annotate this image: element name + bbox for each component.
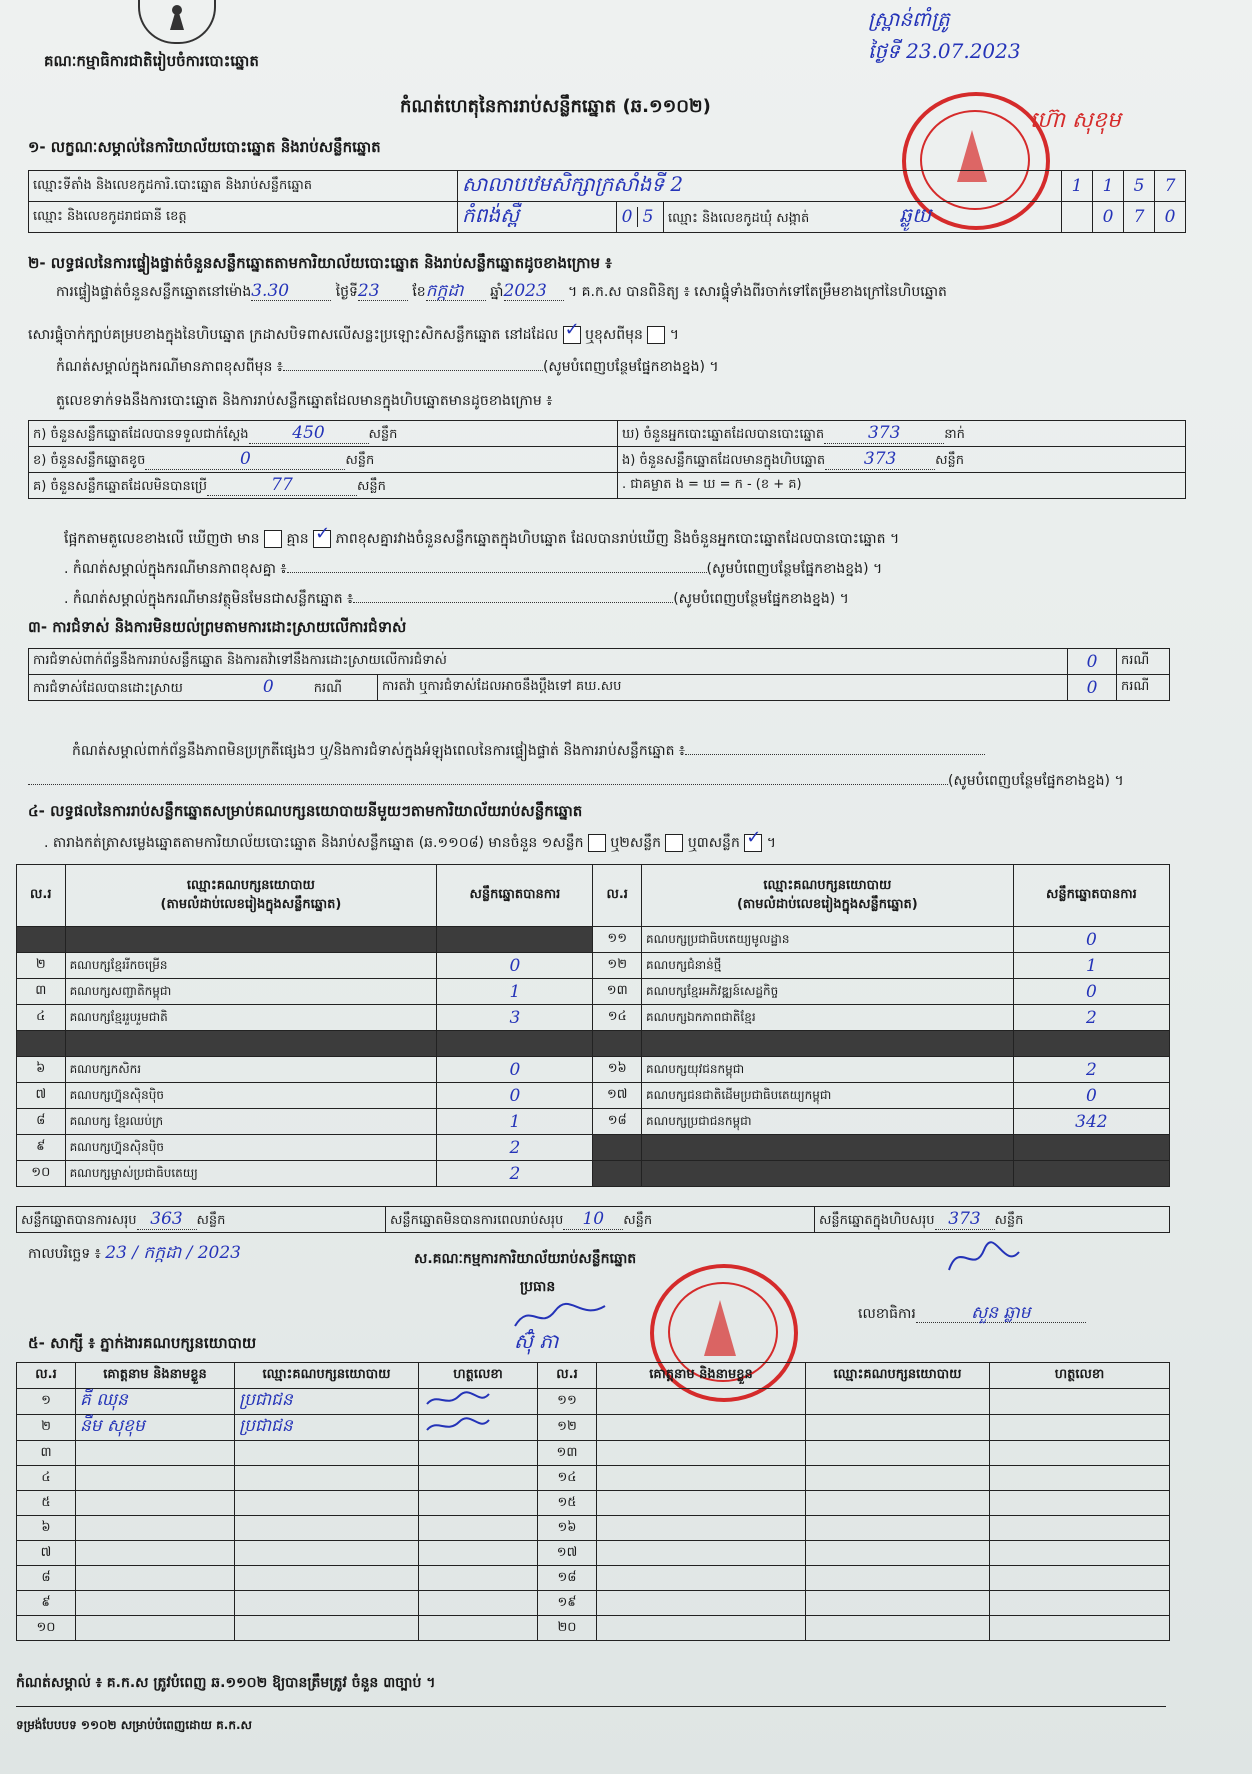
witness-number: ៨ [17, 1566, 76, 1591]
three-sheet-checkbox[interactable] [744, 834, 762, 852]
figures-intro: តួលេខទាក់ទងនឹងការបោះឆ្នោត និងការរាប់សន្លឹកឆ្នោតដែលមានក្នុងហិបឆ្នោតមានដូចខាងក្រោម ៖ [56, 393, 553, 409]
witness-col-no-right: ល.រ [538, 1363, 597, 1389]
difference-note-line: កំណត់សម្គាល់ក្នុងករណីមានភាពខុសពីមុន ៖ (សូមបំពេញបន្ថែមផ្នែកខាងខ្នង) ។ [56, 359, 719, 375]
received-ballots-row: ក) ចំនួនសន្លឹកឆ្នោតដែលបានទទួលជាក់ស្តែង 450 សន្លឹក [29, 421, 618, 447]
location-code-1: 1 [1062, 171, 1093, 202]
witness-party-right [806, 1566, 990, 1591]
witness-signature[interactable] [419, 1541, 538, 1566]
objections-table [28, 648, 1170, 701]
irregularities-note-cont: (សូមបំពេញបន្ថែមផ្នែកខាងខ្នង) ។ [28, 772, 1124, 790]
footer-note: កំណត់សម្គាល់ ៖ គ.ក.ស ត្រូវបំពេញ ឆ.១១០២ ឱ្យបានត្រឹមត្រូវ ចំនួន ៣ច្បាប់ ។ [16, 1675, 436, 1691]
witness-row [17, 1466, 1170, 1491]
witness-number: ៣ [17, 1441, 76, 1466]
party-name: គណបក្សឯកភាពជាតិខ្មែរ [642, 1005, 1014, 1031]
party-number: ១៨ [593, 1109, 642, 1135]
voters-row: ឃ) ចំនួនអ្នកបោះឆ្នោតដែលបានបោះឆ្នោត 373 នាក់ [618, 421, 1186, 447]
discrepancy-yes-checkbox[interactable] [264, 530, 282, 548]
party-votes: 0 [1013, 979, 1169, 1005]
formula-row: . ជាគម្លាត ង = ឃ = ក - (ខ + គ) [618, 473, 1186, 499]
witness-party [235, 1591, 419, 1616]
witness-signature-right[interactable] [990, 1415, 1170, 1441]
handwritten-date: ថ្ងៃទី 23.07.2023 [868, 39, 1021, 63]
witness-signature-right[interactable] [990, 1466, 1170, 1491]
handwritten-note: ស្ព្រាន់ពាំត្រូ [868, 7, 950, 31]
witness-name-right [597, 1389, 806, 1415]
witness-col-signature: ហត្ថលេខា [419, 1363, 538, 1389]
witness-number: ៩ [17, 1591, 76, 1616]
witness-name-right [597, 1516, 806, 1541]
party-name: គណបក្សម្ចាស់ប្រជាធិបតេយ្យ [65, 1161, 437, 1187]
appeal-unit: ករណី [1117, 675, 1170, 701]
witness-party-right [806, 1541, 990, 1566]
section4-heading: ៤- លទ្ធផលនៃការរាប់សន្លឹកឆ្នោតសម្រាប់គណបក្សនយោបាយនីមួយៗតាមការិយាល័យរាប់សន្លឹកឆ្នោត [28, 802, 583, 820]
appeal-value: 0 [1068, 675, 1117, 701]
witness-name [76, 1591, 235, 1616]
witness-row [17, 1616, 1170, 1641]
discrepancy-line: ផ្អែកតាមតួលេខខាងលើ ឃើញថា មាន គ្មាន ✓ ភាពខុសគ្នារវាងចំនួនសន្លឹកឆ្នោតក្នុងហិបឆ្នោត ដែលបានរាប់ឃើញ និងចំនួនអ្នកបោះឆ្នោតដែលបានបោះឆ្នោត ។ [64, 530, 899, 548]
witness-number-right: ១៤ [538, 1466, 597, 1491]
party-name: គណបក្ស ខ្មែរឈប់ក្រ [65, 1109, 437, 1135]
witness-signature[interactable] [419, 1516, 538, 1541]
witness-number: ៧ [17, 1541, 76, 1566]
party-votes: 2 [1013, 1005, 1169, 1031]
witness-signature-icon [423, 1416, 493, 1436]
witness-name-right [597, 1566, 806, 1591]
witness-number-right: ១៥ [538, 1491, 597, 1516]
commune-cell: ឈ្មោះ និងលេខកូដឃុំ សង្កាត់ ឆ្លូយ [664, 202, 1062, 233]
party-number: ៣ [17, 979, 66, 1005]
witness-col-party: ឈ្មោះគណបក្សនយោបាយ [235, 1363, 419, 1389]
party-row [17, 1135, 1170, 1161]
witness-row [17, 1491, 1170, 1516]
appeal-label: ការតវ៉ា ឬការជំទាស់ដែលអាចនឹងប្តឹងទៅ គឃ.សប [378, 675, 1068, 701]
witness-name [76, 1616, 235, 1641]
party-votes: 2 [437, 1161, 593, 1187]
commune-code-1: 0 [1093, 202, 1124, 233]
witness-signature[interactable] [419, 1441, 538, 1466]
location-code-3: 5 [1124, 171, 1155, 202]
party-rows [17, 927, 1170, 1187]
party-name: គណបក្សប្រជាជនកម្ពុជា [642, 1109, 1014, 1135]
party-number: ៩ [17, 1135, 66, 1161]
witness-name-right [597, 1491, 806, 1516]
party-votes: 0 [1013, 1083, 1169, 1109]
box-ballots-row: ង) ចំនួនសន្លឹកឆ្នោតដែលមានក្នុងហិបឆ្នោត 373 សន្លឹក [618, 447, 1186, 473]
party-votes: 1 [1013, 953, 1169, 979]
party-number: ១៤ [593, 1005, 642, 1031]
witness-party [235, 1541, 419, 1566]
witness-col-signature-right: ហត្ថលេខា [990, 1363, 1170, 1389]
witness-signature[interactable] [419, 1415, 538, 1441]
witness-signature-right[interactable] [990, 1441, 1170, 1466]
party-number: ១១ [593, 927, 642, 953]
witness-party-right [806, 1441, 990, 1466]
form-title: កំណត់ហេតុនៃការរាប់សន្លឹកឆ្នោត (ឆ.១១០២) [400, 96, 711, 117]
party-votes: 0 [437, 1083, 593, 1109]
witness-signature-icon [423, 1390, 493, 1410]
org-name: គណៈកម្មាធិការជាតិរៀបចំការបោះឆ្នោត [44, 52, 259, 70]
party-number: ១២ [593, 953, 642, 979]
witness-party-right [806, 1616, 990, 1641]
witness-name: គី ឈុន [76, 1389, 235, 1415]
witness-number: ៦ [17, 1516, 76, 1541]
witness-party [235, 1516, 419, 1541]
witness-party [235, 1441, 419, 1466]
witness-party-right [806, 1491, 990, 1516]
witness-signature-right[interactable] [990, 1541, 1170, 1566]
party-results-table [16, 864, 1170, 1187]
witness-number-right: ១១ [538, 1389, 597, 1415]
party-row [17, 979, 1170, 1005]
section5-heading: ៥- សាក្សី ៖ ភ្នាក់ងារគណបក្សនយោបាយ [28, 1334, 257, 1352]
witness-number: ៥ [17, 1491, 76, 1516]
witness-row [17, 1441, 1170, 1466]
party-name [642, 1031, 1014, 1057]
one-sheet-checkbox[interactable] [588, 834, 606, 852]
party-number [593, 1161, 642, 1187]
witness-signature[interactable] [419, 1491, 538, 1516]
party-number: ៤ [17, 1005, 66, 1031]
witness-name-right [597, 1466, 806, 1491]
party-number: ១៧ [593, 1083, 642, 1109]
unused-ballots-row: គ) ចំនួនសន្លឹកឆ្នោតដែលមិនបានប្រើ 77 សន្លឹក [29, 473, 618, 499]
witness-party-right [806, 1466, 990, 1491]
party-name [642, 1135, 1014, 1161]
party-votes: 3 [437, 1005, 593, 1031]
witness-number: ១០ [17, 1616, 76, 1641]
witness-signature-right[interactable] [990, 1389, 1170, 1415]
party-votes [1013, 1031, 1169, 1057]
party-name [65, 927, 437, 953]
date-line: កាលបរិច្ឆេទ ៖ 23 / កក្កដា / 2023 [28, 1243, 241, 1263]
location-code-2: 1 [1093, 171, 1124, 202]
party-row [17, 1057, 1170, 1083]
witness-name-right [597, 1591, 806, 1616]
party-row [17, 1161, 1170, 1187]
spoiled-ballots-row: ខ) ចំនួនសន្លឹកឆ្នោតខូច 0 សន្លឹក [29, 447, 618, 473]
party-number [593, 1031, 642, 1057]
total-all: សន្លឹកឆ្នោតក្នុងហិបសរុប 373 សន្លឹក [815, 1207, 1170, 1233]
objections-value: 0 [1068, 649, 1117, 675]
total-invalid: សន្លឹកឆ្នោតមិនបានការពេលរាប់សរុប 10 សន្លឹក [386, 1207, 815, 1233]
party-number: ១៣ [593, 979, 642, 1005]
nec-emblem-icon [138, 0, 216, 44]
location-code-4: 7 [1155, 171, 1186, 202]
witness-signature-right[interactable] [990, 1516, 1170, 1541]
party-row [17, 1083, 1170, 1109]
witness-col-party-right: ឈ្មោះគណបក្សនយោបាយ [806, 1363, 990, 1389]
party-row [17, 1109, 1170, 1135]
party-name: គណបក្សយុវជនកម្ពុជា [642, 1057, 1014, 1083]
witness-number-right: ១៦ [538, 1516, 597, 1541]
party-number: ១០ [17, 1161, 66, 1187]
party-name: គណបក្សជនជាតិដើមប្រជាធិបតេយ្យកម្ពុជា [642, 1083, 1014, 1109]
witness-signature-right[interactable] [990, 1566, 1170, 1591]
witness-name [76, 1441, 235, 1466]
discrepancy-no-checkbox[interactable] [313, 530, 331, 548]
section1-table [28, 170, 1186, 233]
section1-heading: ១- លក្ខណៈសម្គាល់នៃការិយាល័យបោះឆ្នោត និងរាប់សន្លឹកឆ្នោត [28, 138, 381, 156]
witness-name-right [597, 1541, 806, 1566]
tally-sheet-line: . តារាងកត់ត្រាសម្លេងឆ្នោតតាមការិយាល័យបោះឆ្នោត និងរាប់សន្លឹកឆ្នោត (ឆ.១១០៨) មានចំនួន ១សន្លឹក ឬ២សន្លឹក ឬ៣សន្លឹក ✓ ។ [44, 834, 776, 852]
resolved-label: ការជំទាស់ដែលបានដោះស្រាយ 0 ករណី [29, 675, 378, 701]
note1-line: . កំណត់សម្គាល់ក្នុងករណីមានភាពខុសគ្នា ៖ (សូមបំពេញបន្ថែមផ្នែកខាងខ្នង) ។ [64, 561, 883, 577]
note2-line: . កំណត់សម្គាល់ក្នុងករណីមានវត្ថុមិនមែនជាសន្លឹកឆ្នោត ៖ (សូមបំពេញបន្ថែមផ្នែកខាងខ្នង) ។ [64, 591, 849, 607]
witness-rows [17, 1389, 1170, 1641]
party-votes: 0 [437, 953, 593, 979]
location-label: ឈ្មោះទីតាំង និងលេខកូដការិ.បោះឆ្នោត និងរាប់សន្លឹកឆ្នោត [29, 171, 458, 202]
witness-table [16, 1362, 1170, 1641]
witness-signature[interactable] [419, 1591, 538, 1616]
col-no-left: ល.រ [17, 865, 66, 927]
chair-label: ប្រធាន [520, 1279, 556, 1295]
witness-row [17, 1516, 1170, 1541]
party-name [642, 1161, 1014, 1187]
party-number [17, 927, 66, 953]
witness-name [76, 1491, 235, 1516]
witness-row [17, 1541, 1170, 1566]
party-name: គណបក្សកសិករ [65, 1057, 437, 1083]
chair-name: ស៊ុំ ភា [514, 1329, 559, 1353]
party-name: គណបក្សហ្វ៊ុនស៊ិនប៉ិច [65, 1135, 437, 1161]
witness-signature[interactable] [419, 1566, 538, 1591]
party-votes: 0 [1013, 927, 1169, 953]
total-valid: សន្លឹកឆ្នោតបានការសរុប 363 សន្លឹក [17, 1207, 386, 1233]
verification-line: ការផ្ទៀងផ្ទាត់ចំនួនសន្លឹកឆ្នោតនៅម៉ោង3.30 ថ្ងៃទី23 ខែកក្កដា ឆ្នាំ2023 ។ គ.ក.ស បានពិនិត្យ ៖ សោរផ្ទុំទាំងពីរចាក់ទៅតែម្រឹមខាងក្រៅនៃហិបឆ្នោត [56, 281, 947, 301]
witness-row [17, 1566, 1170, 1591]
witness-party: ប្រជាជន [235, 1415, 419, 1441]
witness-party [235, 1491, 419, 1516]
party-name: គណបក្សជំនាន់ថ្មី [642, 953, 1014, 979]
witness-number-right: ២០ [538, 1616, 597, 1641]
party-name: គណបក្សសញ្ជាតិកម្ពុជា [65, 979, 437, 1005]
witness-col-name-right: គោត្តនាម និងនាមខ្លួន [597, 1363, 806, 1389]
witness-name-right [597, 1441, 806, 1466]
province-code: 0 5 [617, 202, 664, 233]
col-no-right: ល.រ [593, 865, 642, 927]
witness-party-right [806, 1415, 990, 1441]
witness-number-right: ១៣ [538, 1441, 597, 1466]
witness-name [76, 1566, 235, 1591]
witness-number: ៤ [17, 1466, 76, 1491]
commune-code-2: 7 [1124, 202, 1155, 233]
party-votes: 1 [437, 979, 593, 1005]
col-party-right: ឈ្មោះគណបក្សនយោបាយ (តាមលំដាប់លេខរៀងក្នុងសន្លឹកឆ្នោត) [642, 865, 1014, 927]
committee-label: ស.គណៈកម្មការការិយាល័យរាប់សន្លឹកឆ្នោត [414, 1251, 637, 1267]
witness-signature-right[interactable] [990, 1591, 1170, 1616]
party-number: ៧ [17, 1083, 66, 1109]
witness-row [17, 1415, 1170, 1441]
form-reference: ទម្រង់បែបបទ ១១០២ សម្រាប់បំពេញដោយ គ.ក.ស [16, 1718, 252, 1732]
section2-heading: ២- លទ្ធផលនៃការផ្ទៀងផ្ទាត់ចំនួនសន្លឹកឆ្នោតតាមការិយាល័យបោះឆ្នោត និងរាប់សន្លឹកឆ្នោតដូចខាងក្រោម ៖ [28, 254, 612, 272]
party-votes [437, 927, 593, 953]
party-number [593, 1135, 642, 1161]
witness-party [235, 1566, 419, 1591]
changed-checkbox[interactable] [647, 326, 665, 344]
party-row [17, 953, 1170, 979]
witness-name [76, 1466, 235, 1491]
witness-party [235, 1466, 419, 1491]
witness-party-right [806, 1516, 990, 1541]
witness-number-right: ១២ [538, 1415, 597, 1441]
party-votes: 0 [437, 1057, 593, 1083]
two-sheet-checkbox[interactable] [665, 834, 683, 852]
party-name: គណបក្សប្រជាធិបតេយ្យមូលដ្ឋាន [642, 927, 1014, 953]
party-votes [437, 1031, 593, 1057]
witness-name-right [597, 1616, 806, 1641]
witness-signature[interactable] [419, 1616, 538, 1641]
party-name: គណបក្សហ្វ៊ុនស៊ិនប៉ិច [65, 1083, 437, 1109]
stamp-signature-name: ហ៊ោ សុខុម [1030, 108, 1121, 133]
party-name: គណបក្សខ្មែរអភិវឌ្ឍន៍សេដ្ឋកិច្ច [642, 979, 1014, 1005]
totals-table [16, 1206, 1170, 1233]
witness-signature[interactable] [419, 1466, 538, 1491]
party-number: ៦ [17, 1057, 66, 1083]
party-number: ២ [17, 953, 66, 979]
witness-party-right [806, 1389, 990, 1415]
witness-row [17, 1591, 1170, 1616]
party-votes [1013, 1135, 1169, 1161]
chair-signature-icon [510, 1296, 610, 1336]
party-votes: 342 [1013, 1109, 1169, 1135]
secretary-line: លេខាធិការ សួន ឆ្លាម [858, 1304, 1086, 1323]
ballot-figures-table [28, 420, 1186, 499]
party-row [17, 1005, 1170, 1031]
seal-line: សោរផ្ទុំចាក់ក្បាប់គម្របខាងក្នុងនៃហិបឆ្នោត ក្រដាសបិទពាសលើសន្លះប្រឡោះសិកសន្លឹកឆ្នោត នៅដដែល ✓ ឬខុសពីមុន ។ [28, 326, 679, 344]
party-name: គណបក្សខ្មែររួបរួមជាតិ [65, 1005, 437, 1031]
party-votes: 2 [437, 1135, 593, 1161]
col-party-left: ឈ្មោះគណបក្សនយោបាយ (តាមលំដាប់លេខរៀងក្នុងសន្លឹកឆ្នោត) [65, 865, 437, 927]
witness-row [17, 1389, 1170, 1415]
party-number [17, 1031, 66, 1057]
witness-party: ប្រជាជន [235, 1389, 419, 1415]
witness-number: ២ [17, 1415, 76, 1441]
party-row [17, 927, 1170, 953]
witness-name: នឹម សុខុម [76, 1415, 235, 1441]
unchanged-checkbox[interactable] [563, 326, 581, 344]
commune-code-3: 0 [1155, 202, 1186, 233]
witness-number-right: ១៧ [538, 1541, 597, 1566]
witness-col-name: គោត្តនាម និងនាមខ្លួន [76, 1363, 235, 1389]
party-name: គណបក្សខ្មែររីកចម្រើន [65, 953, 437, 979]
witness-party [235, 1616, 419, 1641]
witness-name-right [597, 1415, 806, 1441]
witness-name [76, 1516, 235, 1541]
witness-col-no: ល.រ [17, 1363, 76, 1389]
witness-name [76, 1541, 235, 1566]
party-number: ៨ [17, 1109, 66, 1135]
party-votes: 1 [437, 1109, 593, 1135]
col-votes-right: សន្លឹកឆ្នោតបានការ [1013, 865, 1169, 927]
witness-signature[interactable] [419, 1389, 538, 1415]
party-row [17, 1031, 1170, 1057]
secretary-signature-icon [944, 1240, 1024, 1280]
party-name [65, 1031, 437, 1057]
objections-label: ការជំទាស់ពាក់ព័ន្ធនឹងការរាប់សន្លឹកឆ្នោត និងការតវ៉ាទៅនឹងការដោះស្រាយលើការជំទាស់ [29, 649, 1068, 675]
province-value: កំពង់ស្ពឺ [458, 202, 617, 233]
party-votes [1013, 1161, 1169, 1187]
witness-party-right [806, 1591, 990, 1616]
location-value: សាលាបឋមសិក្សាក្រសាំងទី 2 [458, 171, 1062, 202]
witness-number: ១ [17, 1389, 76, 1415]
party-number: ១៦ [593, 1057, 642, 1083]
commune-value: ឆ្លូយ [899, 203, 931, 227]
party-votes: 2 [1013, 1057, 1169, 1083]
objections-unit: ករណី [1117, 649, 1170, 675]
province-label: ឈ្មោះ និងលេខកូដរាជធានី ខេត្ត [29, 202, 458, 233]
witness-signature-right[interactable] [990, 1491, 1170, 1516]
col-votes-left: សន្លឹកឆ្នោតបានការ [437, 865, 593, 927]
witness-number-right: ១៨ [538, 1566, 597, 1591]
section3-heading: ៣- ការជំទាស់ និងការមិនយល់ព្រមតាមការដោះស្រាយលើការជំទាស់ [28, 618, 407, 636]
witness-number-right: ១៩ [538, 1591, 597, 1616]
witness-signature-right[interactable] [990, 1616, 1170, 1641]
footer-divider [16, 1706, 1166, 1707]
irregularities-note: កំណត់សម្គាល់ពាក់ព័ន្ធនឹងភាពមិនប្រក្រតីផ្សេងៗ ឬ/និងការជំទាស់ក្នុងអំឡុងពេលនៃការផ្ទៀងផ្ទាត់ និងការរាប់សន្លឹកឆ្នោត ៖ [72, 742, 985, 760]
